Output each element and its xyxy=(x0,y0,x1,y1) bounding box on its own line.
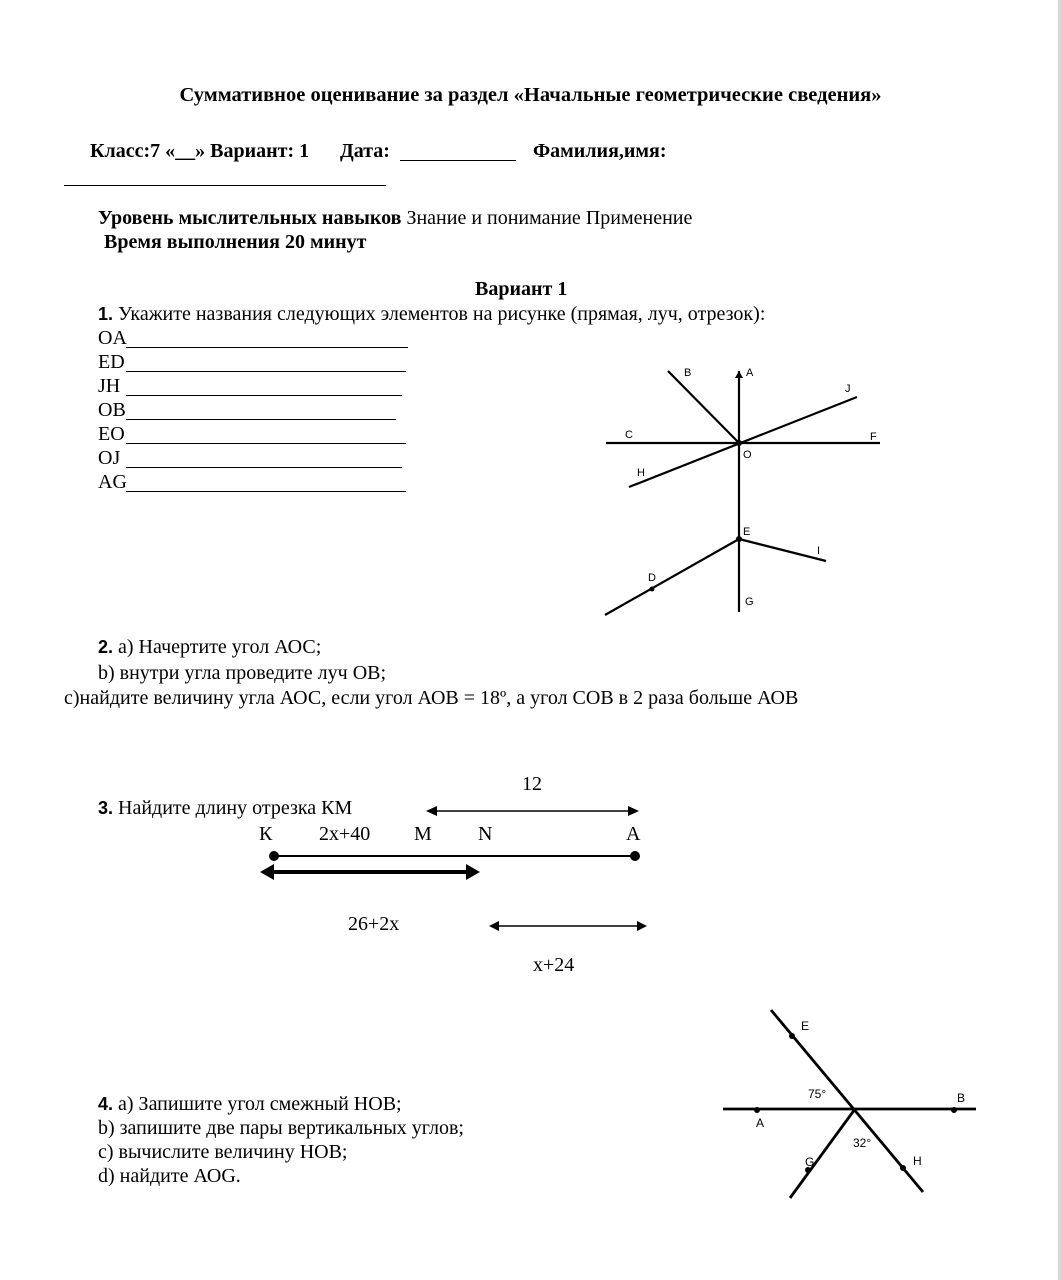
task1-text: Укажите названия следующих элементов на рисунке (прямая, луч, отрезок): xyxy=(118,303,766,325)
segment-km-expr: 2х+40 xyxy=(319,823,371,845)
point-d xyxy=(650,587,655,592)
task4-text-a: а) Запишите угол смежный НОВ; xyxy=(118,1093,402,1115)
ray-og xyxy=(790,1109,855,1198)
point-b-dot xyxy=(951,1107,957,1113)
arrowhead xyxy=(426,806,437,816)
fig4-label-h: H xyxy=(913,1154,922,1168)
task2-line-b: b) внутри угла проведите луч ОВ; xyxy=(98,662,387,684)
answer-label: EO xyxy=(98,423,125,445)
task2-text-a: а) Начертите угол АОС; xyxy=(118,636,322,658)
skills-label: Уровень мыслительных навыков xyxy=(98,207,402,229)
point-o xyxy=(736,440,742,446)
arrowhead xyxy=(628,806,639,816)
point-label-a: А xyxy=(626,823,641,845)
task2-number: 2. xyxy=(98,637,114,657)
angle-32: 32° xyxy=(853,1136,872,1150)
task3-question xyxy=(98,797,352,820)
angle-75: 75° xyxy=(808,1087,827,1101)
task3-number: 3. xyxy=(98,798,114,818)
task3-text: Найдите длину отрезка КМ xyxy=(118,797,353,819)
fig-label-i: I xyxy=(817,545,821,557)
fig4-label-b: B xyxy=(957,1091,966,1105)
task4-number: 4. xyxy=(98,1094,114,1114)
point-a-marker xyxy=(735,371,743,378)
fig-label-j: J xyxy=(845,383,851,395)
answer-label: OA xyxy=(98,327,127,349)
fig4-label-e: E xyxy=(801,1019,810,1033)
fig-label-d: D xyxy=(648,572,656,584)
task4-line-d: d) найдите АОG. xyxy=(98,1165,241,1187)
task4-line-b: b) запишите две пары вертикальных углов; xyxy=(98,1117,464,1139)
expr-26-2x: 26+2х xyxy=(348,913,400,935)
time-label: Время выполнения 20 минут xyxy=(104,231,367,253)
point-a xyxy=(630,851,640,861)
fig-label-b: B xyxy=(684,367,692,379)
arrowhead xyxy=(466,864,480,880)
ray-ob xyxy=(668,371,739,443)
fig4-label-a: A xyxy=(756,1116,765,1130)
date-label: Дата: xyxy=(340,140,390,162)
fig-label-e: E xyxy=(743,526,751,538)
ray-ed xyxy=(605,539,739,615)
answer-label: AG xyxy=(98,471,127,493)
fig4-label-g: G xyxy=(805,1155,815,1169)
task2-line-c: с)найдите величину угла АОС, если угол АОВ = 18º, а угол СОВ в 2 раза больше АОВ xyxy=(64,687,799,709)
task2-line-a xyxy=(98,636,321,659)
point-a-dot xyxy=(754,1107,760,1113)
fig-label-o: O xyxy=(743,449,752,461)
arrowhead xyxy=(260,864,274,880)
length-12: 12 xyxy=(522,773,542,795)
answer-label: OJ xyxy=(98,447,121,469)
point-label-n: N xyxy=(478,823,493,845)
point-e xyxy=(736,536,742,542)
point-h-dot xyxy=(900,1165,906,1171)
fig-label-a: A xyxy=(746,367,754,379)
variant-heading: Вариант 1 xyxy=(475,278,568,300)
page-title: Суммативное оценивание за раздел «Начальные геометрические сведения» xyxy=(179,84,882,106)
answer-label: ED xyxy=(98,351,125,373)
fig-label-f: F xyxy=(870,431,877,443)
point-label-k: К xyxy=(259,823,273,845)
task4-line-c: с) вычислите величину НОВ; xyxy=(98,1141,348,1163)
arrowhead xyxy=(489,921,499,931)
name-label: Фамилия,имя: xyxy=(533,140,667,162)
fig-label-g: G xyxy=(745,596,754,608)
task4-line-a xyxy=(98,1093,402,1116)
fig-label-h: H xyxy=(637,467,645,479)
arrowhead xyxy=(637,921,647,931)
point-k xyxy=(269,851,279,861)
answer-label: OB xyxy=(98,399,126,421)
expr-x-24: х+24 xyxy=(533,954,575,976)
point-label-m: М xyxy=(414,823,432,845)
fig-label-c: C xyxy=(625,429,633,441)
ray-ei xyxy=(739,539,826,561)
skills-values: Знание и понимание Применение xyxy=(406,207,693,229)
class-variant-label: Класс:7 «__» Вариант: 1 xyxy=(90,140,310,162)
point-e-dot xyxy=(789,1033,795,1039)
task1-number: 1. xyxy=(98,304,114,324)
answer-label: JH xyxy=(98,375,121,397)
